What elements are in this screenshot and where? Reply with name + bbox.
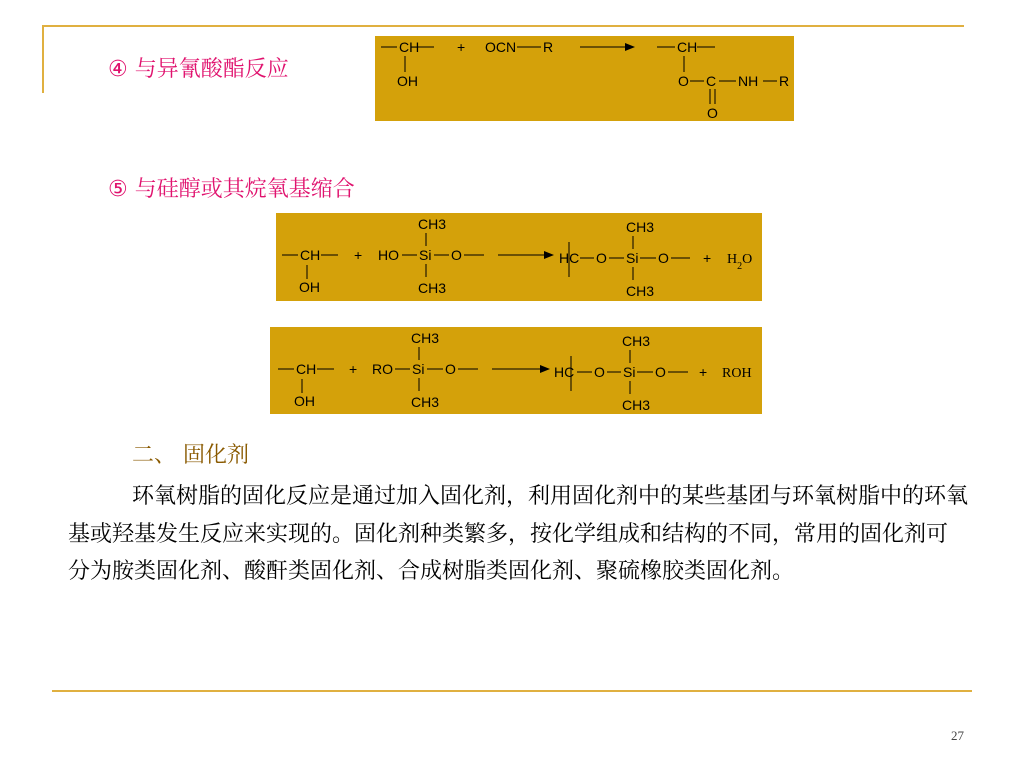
r2-ch3-bot-left: CH3	[418, 280, 447, 296]
body-paragraph	[68, 478, 968, 591]
r3-ch3-bot-left: CH3	[411, 394, 440, 410]
r2-oh: OH	[299, 279, 320, 295]
r3-ro: RO	[372, 361, 393, 377]
r2-hc: HC	[559, 250, 580, 266]
left-rule	[42, 25, 44, 93]
r2-plus2: +	[703, 250, 712, 266]
reaction-box-alkoxysilane	[270, 327, 762, 414]
r3-ch3-top-right: CH3	[622, 333, 651, 349]
r1-reagent: OCN	[485, 39, 517, 55]
r2-ch3-top-left: CH3	[418, 216, 447, 232]
r2-byproduct: $H_2O$	[727, 252, 753, 272]
r3-si-right: Si	[623, 364, 636, 380]
r3-o-mid: O	[594, 364, 605, 380]
reaction-diagram-alkoxysilane	[270, 327, 762, 414]
r3-byproduct: ROH	[722, 366, 752, 381]
r2-o-right: O	[658, 250, 669, 266]
r1-c: C	[706, 73, 717, 89]
r1-ch-left: CH	[399, 39, 420, 55]
r2-o-left: O	[451, 247, 462, 263]
r1-r-left: R	[543, 39, 554, 55]
r3-o-left: O	[445, 361, 456, 377]
heading-isocyanate: ④ 与异氰酸酯反应	[108, 57, 289, 82]
heading-silanol: ⑤ 与硅醇或其烷氧基缩合	[108, 177, 355, 202]
r1-nh: NH	[738, 73, 759, 89]
r3-oh: OH	[294, 393, 315, 409]
r1-plus: +	[457, 39, 466, 55]
body-paragraph-text: 环氧树脂的固化反应是通过加入固化剂，利用固化剂中的某些基团与环氧树脂中的环氧基或羟基发生反应来实现的。固化剂种类繁多，按化学组成和结构的不同，常用的固化剂可分为胺类固化剂、酸酐类固化剂、合成树脂类固化剂、聚硫橡胶类固化剂。	[68, 484, 969, 584]
reaction-diagram-silanol	[276, 213, 762, 301]
heading-curing-agents: 二、 固化剂	[132, 443, 249, 468]
r3-si-left: Si	[412, 361, 425, 377]
body-paragraph-block	[68, 478, 968, 591]
r2-si-left: Si	[419, 247, 432, 263]
r3-plus2: +	[699, 364, 708, 380]
r3-o-right: O	[655, 364, 666, 380]
reaction-box-isocyanate	[375, 36, 794, 121]
r3-ch3-top-left: CH3	[411, 330, 440, 346]
r1-oh: OH	[397, 73, 418, 89]
r2-plus: +	[354, 247, 363, 263]
r3-plus: +	[349, 361, 358, 377]
r2-ch3-bot-right: CH3	[626, 283, 655, 299]
page-number: 27	[951, 728, 964, 743]
reaction-diagram-isocyanate	[375, 36, 794, 121]
r2-o-mid: O	[596, 250, 607, 266]
r3-hc: HC	[554, 364, 575, 380]
top-rule	[42, 25, 964, 27]
r2-ho: HO	[378, 247, 399, 263]
r2-ch-left: CH	[300, 247, 321, 263]
reaction-box-silanol	[276, 213, 762, 301]
r1-o-chain: O	[678, 73, 689, 89]
r3-ch3-bot-right: CH3	[622, 397, 651, 413]
r2-si-right: Si	[626, 250, 639, 266]
r1-r-right: R	[779, 73, 790, 89]
r1-o-double: O	[707, 105, 718, 121]
r2-ch3-top-right: CH3	[626, 219, 655, 235]
r1-ch-right: CH	[677, 39, 698, 55]
bottom-rule	[52, 690, 972, 692]
r3-ch-left: CH	[296, 361, 317, 377]
